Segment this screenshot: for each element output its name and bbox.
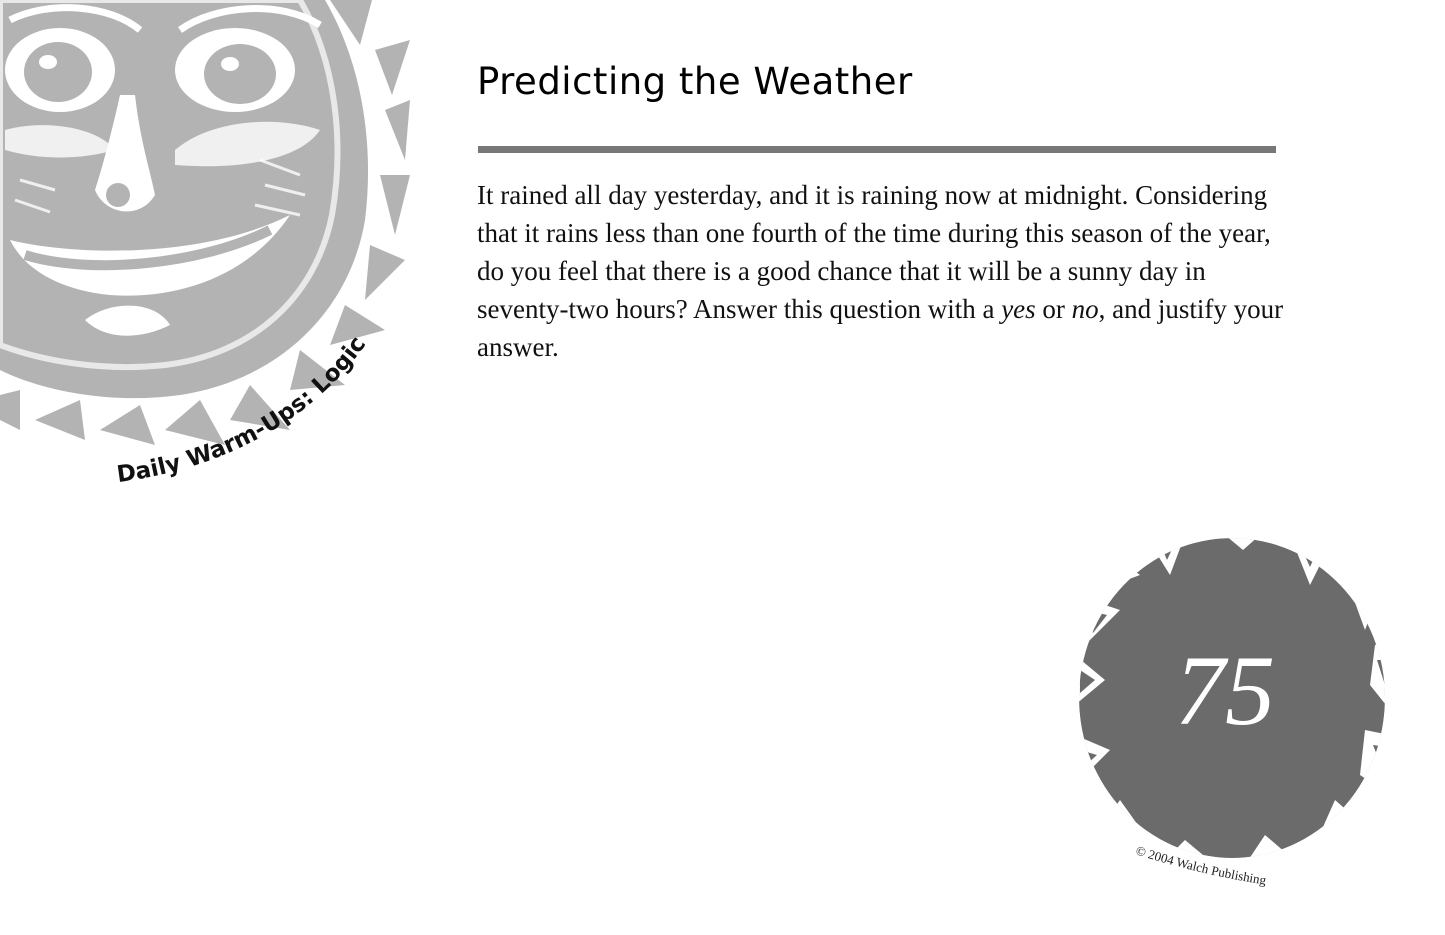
page-number: 75 — [1175, 635, 1275, 746]
series-caption-text: Daily Warm-Ups: Logic — [115, 331, 372, 489]
problem-text-part3: , and justify your answer. — [477, 294, 1284, 362]
problem-text-no: no — [1071, 294, 1099, 324]
problem-text-part2: or — [1035, 294, 1072, 324]
problem-text-part1: It rained all day yesterday, and it is raining now at midnight. Considering that it rains less than one fourth of the time during this season of the year, do you feel that there is a good chance that it will be a sunny day in seventy-two hours? Answer this question with a — [477, 180, 1271, 324]
problem-text — [477, 176, 1287, 366]
copyright-notice — [1130, 840, 1300, 900]
svg-text:© 2004 Walch Publishing — [1134, 843, 1268, 888]
copyright-text: © 2004 Walch Publishing — [1134, 842, 1268, 888]
page-title: Predicting the Weather — [477, 60, 913, 103]
series-caption — [90, 300, 410, 520]
problem-text-yes: yes — [1001, 294, 1036, 324]
svg-text:Daily Warm-Ups: Logic — [115, 332, 371, 488]
title-divider — [478, 146, 1276, 153]
